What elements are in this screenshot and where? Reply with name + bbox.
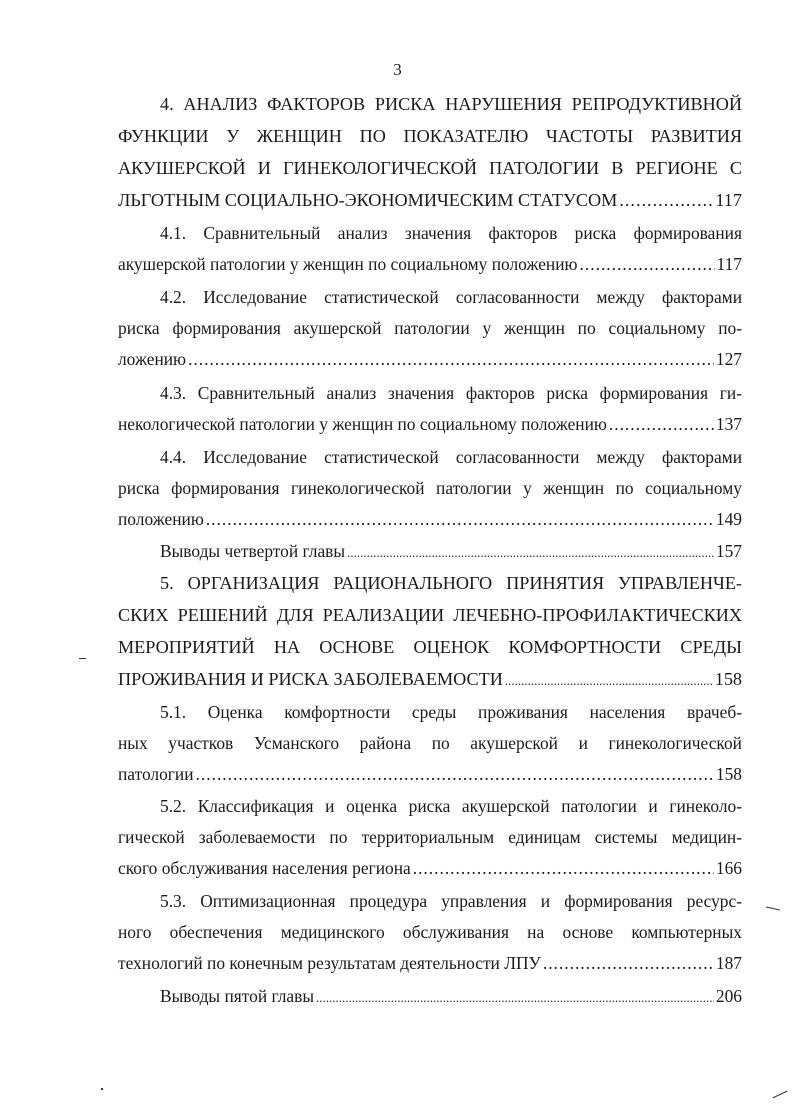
section-5-1-line: 5.1. Оценка комфортности среды проживания населения врачеб- bbox=[160, 702, 742, 722]
scan-mark bbox=[773, 1091, 788, 1099]
toc-chapter-5[interactable] bbox=[118, 567, 742, 695]
section-5-1-text: патологии bbox=[118, 764, 194, 784]
section-5-1-last-line bbox=[118, 759, 742, 790]
dot-leader bbox=[609, 409, 714, 440]
chapter-5-title-line: СКИХ РЕШЕНИЙ ДЛЯ РЕАЛИЗАЦИИ ЛЕЧЕБНО-ПРОФИЛАКТИЧЕСКИХ bbox=[118, 605, 742, 625]
toc-section-5-3[interactable] bbox=[118, 886, 742, 979]
toc-section-4-4[interactable] bbox=[118, 442, 742, 535]
chapter-4-title-line: ФУНКЦИИ У ЖЕНЩИН ПО ПОКАЗАТЕЛЮ ЧАСТОТЫ РАЗВИТИЯ bbox=[118, 126, 742, 146]
dot-leader bbox=[619, 184, 713, 216]
section-5-3-page-number: 187 bbox=[715, 953, 742, 973]
section-5-2-line: 5.2. Классификация и оценка риска акушерской патологии и гинеколо- bbox=[160, 796, 742, 816]
conclusions-4-page-number: 157 bbox=[715, 541, 742, 561]
section-4-4-last-line bbox=[118, 504, 742, 535]
section-4-3-line: 4.3. Сравнительный анализ значения факторов риска формирования ги- bbox=[160, 383, 742, 403]
section-4-1-text: акушерской патологии у женщин по социальному положению bbox=[118, 254, 578, 274]
section-5-3-last-line bbox=[118, 948, 742, 979]
dot-leader bbox=[316, 982, 714, 1012]
dot-leader bbox=[580, 249, 715, 280]
conclusions-4-text: Выводы четвертой главы bbox=[160, 541, 346, 561]
chapter-5-title-line: МЕРОПРИЯТИЙ НА ОСНОВЕ ОЦЕНОК КОМФОРТНОСТИ СРЕДЫ bbox=[118, 637, 742, 657]
toc-conclusions-4[interactable] bbox=[118, 536, 742, 567]
dot-leader bbox=[206, 504, 714, 535]
chapter-4-title-text: ЛЬГОТНЫМ СОЦИАЛЬНО-ЭКОНОМИЧЕСКИМ СТАТУСОМ bbox=[118, 190, 618, 210]
section-4-4-line: 4.4. Исследование статистической согласованности между факторами bbox=[160, 447, 742, 467]
section-4-3-page-number: 137 bbox=[715, 414, 742, 434]
chapter-4-page-number: 117 bbox=[715, 190, 742, 210]
chapter-5-page-number: 158 bbox=[714, 669, 742, 689]
toc-chapter-4[interactable] bbox=[118, 88, 742, 216]
chapter-4-title-line: АКУШЕРСКОЙ И ГИНЕКОЛОГИЧЕСКОЙ ПАТОЛОГИИ В РЕГИОНЕ С bbox=[118, 158, 742, 178]
section-5-1-line: ных участков Усманского района по акушерской и гинекологической bbox=[118, 733, 742, 753]
section-5-2-page-number: 166 bbox=[715, 858, 742, 878]
section-5-3-line: ного обеспечения медицинского обслуживания на основе компьютерных bbox=[118, 922, 742, 942]
dot-leader bbox=[188, 344, 714, 375]
dot-leader bbox=[543, 948, 714, 979]
section-5-3-line: 5.3. Оптимизационная процедура управления и формирования ресурс- bbox=[160, 891, 742, 911]
dot-leader bbox=[196, 759, 714, 790]
chapter-5-title-text: ПРОЖИВАНИЯ И РИСКА ЗАБОЛЕВАЕМОСТИ bbox=[118, 669, 503, 689]
section-4-1-page-number: 117 bbox=[716, 254, 742, 274]
page-number: 3 bbox=[393, 60, 402, 79]
section-5-2-line: гической заболеваемости по территориальным единицам системы медицин- bbox=[118, 827, 742, 847]
scan-mark bbox=[766, 907, 780, 911]
section-5-2-text: ского обслуживания населения региона bbox=[118, 858, 411, 878]
dot-leader bbox=[413, 853, 714, 884]
conclusions-5-page-number: 206 bbox=[715, 986, 742, 1006]
section-4-1-last-line bbox=[118, 249, 742, 280]
section-4-2-line: 4.2. Исследование статистической согласованности между факторами bbox=[160, 287, 742, 307]
section-4-2-text: ложению bbox=[118, 349, 187, 369]
toc-section-4-1[interactable] bbox=[118, 218, 742, 280]
chapter-4-title-last-line bbox=[118, 184, 742, 216]
scan-mark bbox=[79, 658, 86, 659]
conclusions-5-text: Выводы пятой главы bbox=[160, 986, 315, 1006]
chapter-5-title-last-line bbox=[118, 663, 742, 695]
conclusions-5-line bbox=[118, 981, 742, 1012]
section-4-2-last-line bbox=[118, 344, 742, 375]
section-4-2-page-number: 127 bbox=[715, 349, 742, 369]
scan-mark bbox=[101, 1088, 103, 1090]
chapter-4-title-line: 4. АНАЛИЗ ФАКТОРОВ РИСКА НАРУШЕНИЯ РЕПРОДУКТИВНОЙ bbox=[160, 94, 742, 114]
toc-section-5-1[interactable] bbox=[118, 697, 742, 790]
toc-section-4-3[interactable] bbox=[118, 378, 742, 440]
conclusions-4-line bbox=[118, 536, 742, 567]
section-4-2-line: риска формирования акушерской патологии у женщин по социальному по- bbox=[118, 318, 742, 338]
chapter-5-title-line: 5. ОРГАНИЗАЦИЯ РАЦИОНАЛЬНОГО ПРИНЯТИЯ УПРАВЛЕНЧЕ- bbox=[160, 573, 742, 593]
section-4-3-text: некологической патологии у женщин по социальному положению bbox=[118, 414, 607, 434]
section-4-4-page-number: 149 bbox=[715, 509, 742, 529]
section-4-4-text: положению bbox=[118, 509, 204, 529]
section-4-4-line: риска формирования гинекологической патологии у женщин по социальному bbox=[118, 478, 742, 498]
toc-section-4-2[interactable] bbox=[118, 282, 742, 375]
section-5-3-text: технологий по конечным результатам деятельности ЛПУ bbox=[118, 953, 541, 973]
toc-section-5-2[interactable] bbox=[118, 791, 742, 884]
section-4-3-last-line bbox=[118, 409, 742, 440]
section-5-1-page-number: 158 bbox=[715, 764, 742, 784]
toc-conclusions-5[interactable] bbox=[118, 981, 742, 1012]
dot-leader bbox=[505, 665, 713, 695]
section-5-2-last-line bbox=[118, 853, 742, 884]
section-4-1-line: 4.1. Сравнительный анализ значения факторов риска формирования bbox=[160, 223, 742, 243]
dot-leader bbox=[347, 537, 714, 567]
